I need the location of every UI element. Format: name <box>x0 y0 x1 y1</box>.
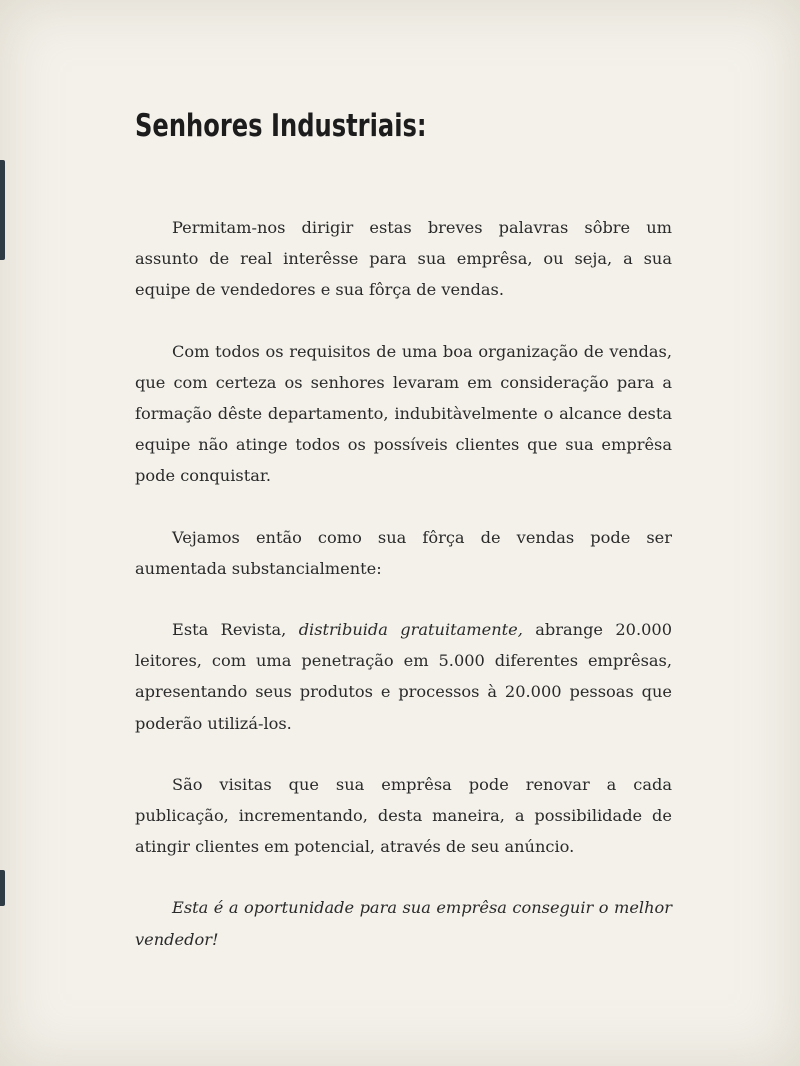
magazine-reach-lead: Esta Revista, <box>172 620 299 640</box>
magazine-reach-rest: abrange 20.000 leitores, com uma penetração em 5.000 diferentes emprêsas, apresentando seus produtos e processos à 20.000 pessoas que poderão utilizá-los. <box>135 620 672 733</box>
paragraph-visits: São visitas que sua emprêsa pode renovar a cada publicação, incrementando, desta maneira, a possibilidade de atingir clientes em potencial, através de seu anúncio. <box>135 774 672 857</box>
binding-mark <box>0 160 5 260</box>
letter-body <box>135 212 672 985</box>
paragraph-magazine-reach <box>135 614 672 739</box>
paragraph-sales-force: Vejamos então como sua fôrça de vendas pode ser aumentada substancialmente: <box>135 527 672 578</box>
paragraph-intro: Permitam-nos dirigir estas breves palavras sôbre um assunto de real interêsse para sua emprêsa, ou seja, a sua equipe de vendedores e sua fôrça de vendas. <box>135 218 672 300</box>
closing-line: Esta é a oportunidade para sua emprêsa conseguir o melhor vendedor! <box>135 898 672 949</box>
letter-heading: Senhores Industriais: <box>135 108 427 144</box>
paragraph-sales-organization: Com todos os requisitos de uma boa organização de vendas, que com certeza os senhores levaram em consideração para a formação dêste departamento, indubitàvelmente o alcance desta equipe não atinge todos os possíveis clientes que sua emprêsa pode conquistar. <box>135 341 672 486</box>
magazine-reach-emphasis: distribuida gratuitamente, <box>298 620 523 640</box>
binding-mark <box>0 870 5 906</box>
